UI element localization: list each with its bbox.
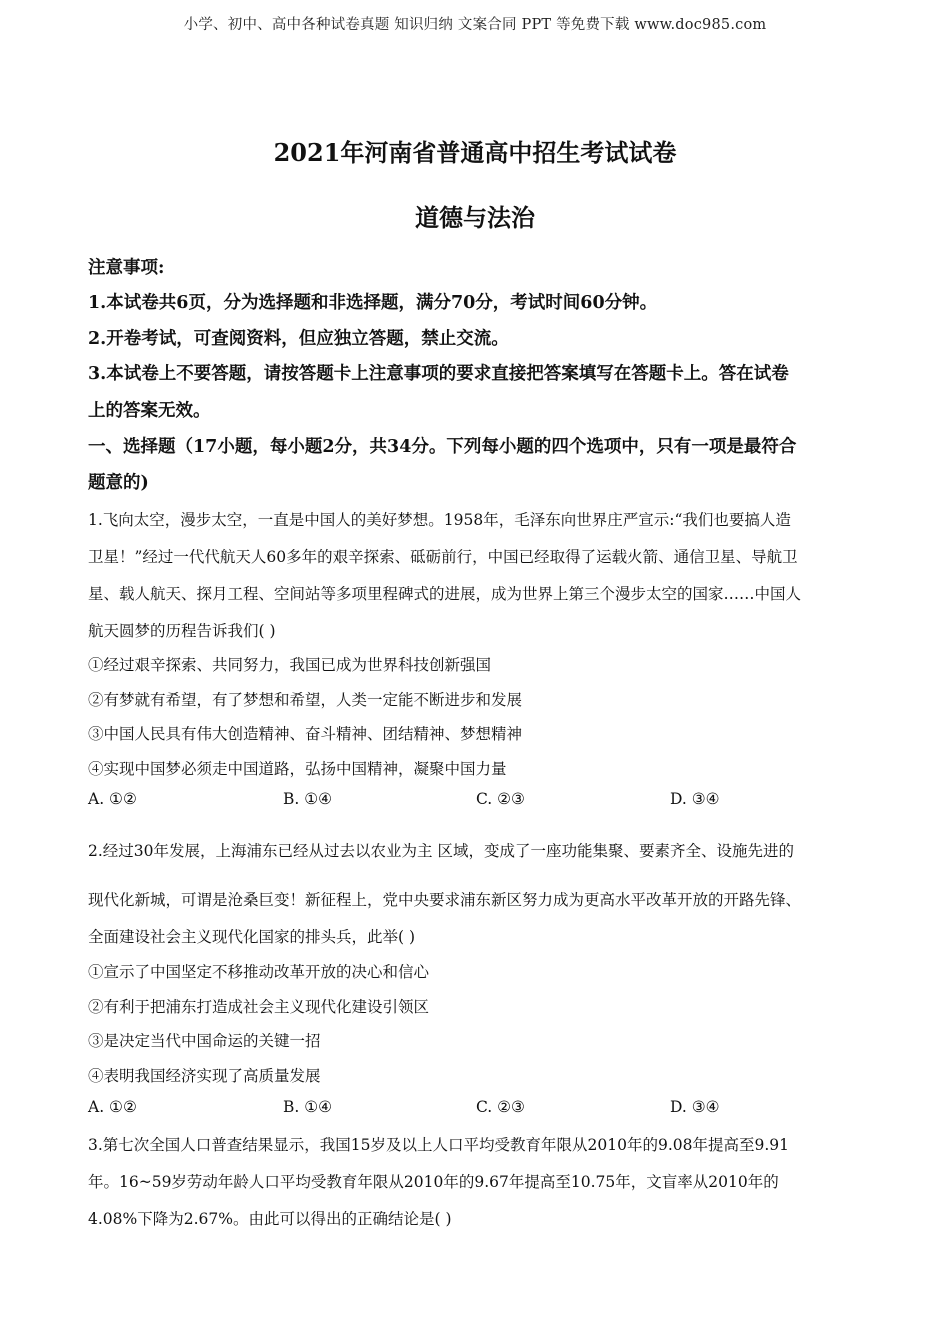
q3-text: 3.第七次全国人口普查结果显示，我国15岁及以上人口平均受教育年限从2010年的9.08年提高至9.91 (88, 1136, 789, 1154)
q1-text: 航天圆梦的历程告诉我们( ) (88, 622, 276, 640)
q3-text: 4.08%下降为2.67%。由此可以得出的正确结论是( ) (88, 1210, 452, 1228)
q1-option-b: B. ①④ (283, 790, 333, 808)
q1-statement: ②有梦就有希望，有了梦想和希望，人类一定能不断进步和发展 (88, 691, 523, 709)
q1-option-d: D. ③④ (670, 790, 720, 808)
notes-item: 1.本试卷共6页，分为选择题和非选择题，满分70分，考试时间60分钟。 (88, 293, 658, 313)
section-heading-cont: 题意的) (88, 473, 149, 493)
q2-option-c: C. ②③ (476, 1098, 525, 1116)
notes-item: 3.本试卷上不要答题，请按答题卡上注意事项的要求直接把答案填写在答题卡上。答在试卷 (88, 364, 789, 384)
q2-option-a: A. ①② (88, 1098, 137, 1116)
q2-option-b: B. ①④ (283, 1098, 333, 1116)
notes-item: 上的答案无效。 (88, 401, 211, 421)
q1-text: 1.飞向太空，漫步太空，一直是中国人的美好梦想。1958年，毛泽东向世界庄严宣示:“我们也要搞人造 (88, 511, 791, 529)
q1-text: 卫星！”经过一代代航天人60多年的艰辛探索、砥砺前行，中国已经取得了运载火箭、通信卫星、导航卫 (88, 548, 798, 566)
q2-option-d: D. ③④ (670, 1098, 720, 1116)
q1-option-a: A. ①② (88, 790, 137, 808)
q2-text: 现代化新城，可谓是沧桑巨变！新征程上，党中央要求浦东新区努力成为更高水平改革开放的开路先锋、 (88, 891, 802, 909)
notes-item: 2.开卷考试，可查阅资料，但应独立答题，禁止交流。 (88, 329, 509, 349)
q3-text: 年。16~59岁劳动年龄人口平均受教育年限从2010年的9.67年提高至10.75年，文盲率从2010年的 (88, 1173, 779, 1191)
q2-statement: ④表明我国经济实现了高质量发展 (88, 1067, 321, 1085)
q2-text: 全面建设社会主义现代化国家的排头兵，此举( ) (88, 928, 416, 946)
site-header: 小学、初中、高中各种试卷真题 知识归纳 文案合同 PPT 等免费下载 www.doc985.com (183, 17, 767, 33)
notes-heading: 注意事项: (88, 258, 165, 278)
q2-statement: ①宣示了中国坚定不移推动改革开放的决心和信心 (88, 963, 430, 981)
q1-statement: ①经过艰辛探索、共同努力，我国已成为世界科技创新强国 (88, 656, 492, 674)
q1-option-c: C. ②③ (476, 790, 525, 808)
q1-text: 星、载人航天、探月工程、空间站等多项里程碑式的进展，成为世界上第三个漫步太空的国家……中国人 (88, 585, 802, 603)
q2-statement: ③是决定当代中国命运的关键一招 (88, 1032, 321, 1050)
section-heading: 一、选择题（17小题，每小题2分，共34分。下列每小题的四个选项中，只有一项是最符合 (88, 437, 797, 457)
q2-text: 2.经过30年发展，上海浦东已经从过去以农业为主 区域，变成了一座功能集聚、要素齐全、设施先进的 (88, 842, 794, 860)
q1-statement: ④实现中国梦必须走中国道路，弘扬中国精神，凝聚中国力量 (88, 760, 507, 778)
q2-statement: ②有利于把浦东打造成社会主义现代化建设引领区 (88, 998, 430, 1016)
page-title: 2021年河南省普通高中招生考试试卷 (273, 138, 677, 167)
page-subtitle: 道德与法治 (415, 203, 535, 232)
q1-statement: ③中国人民具有伟大创造精神、奋斗精神、团结精神、梦想精神 (88, 725, 523, 743)
